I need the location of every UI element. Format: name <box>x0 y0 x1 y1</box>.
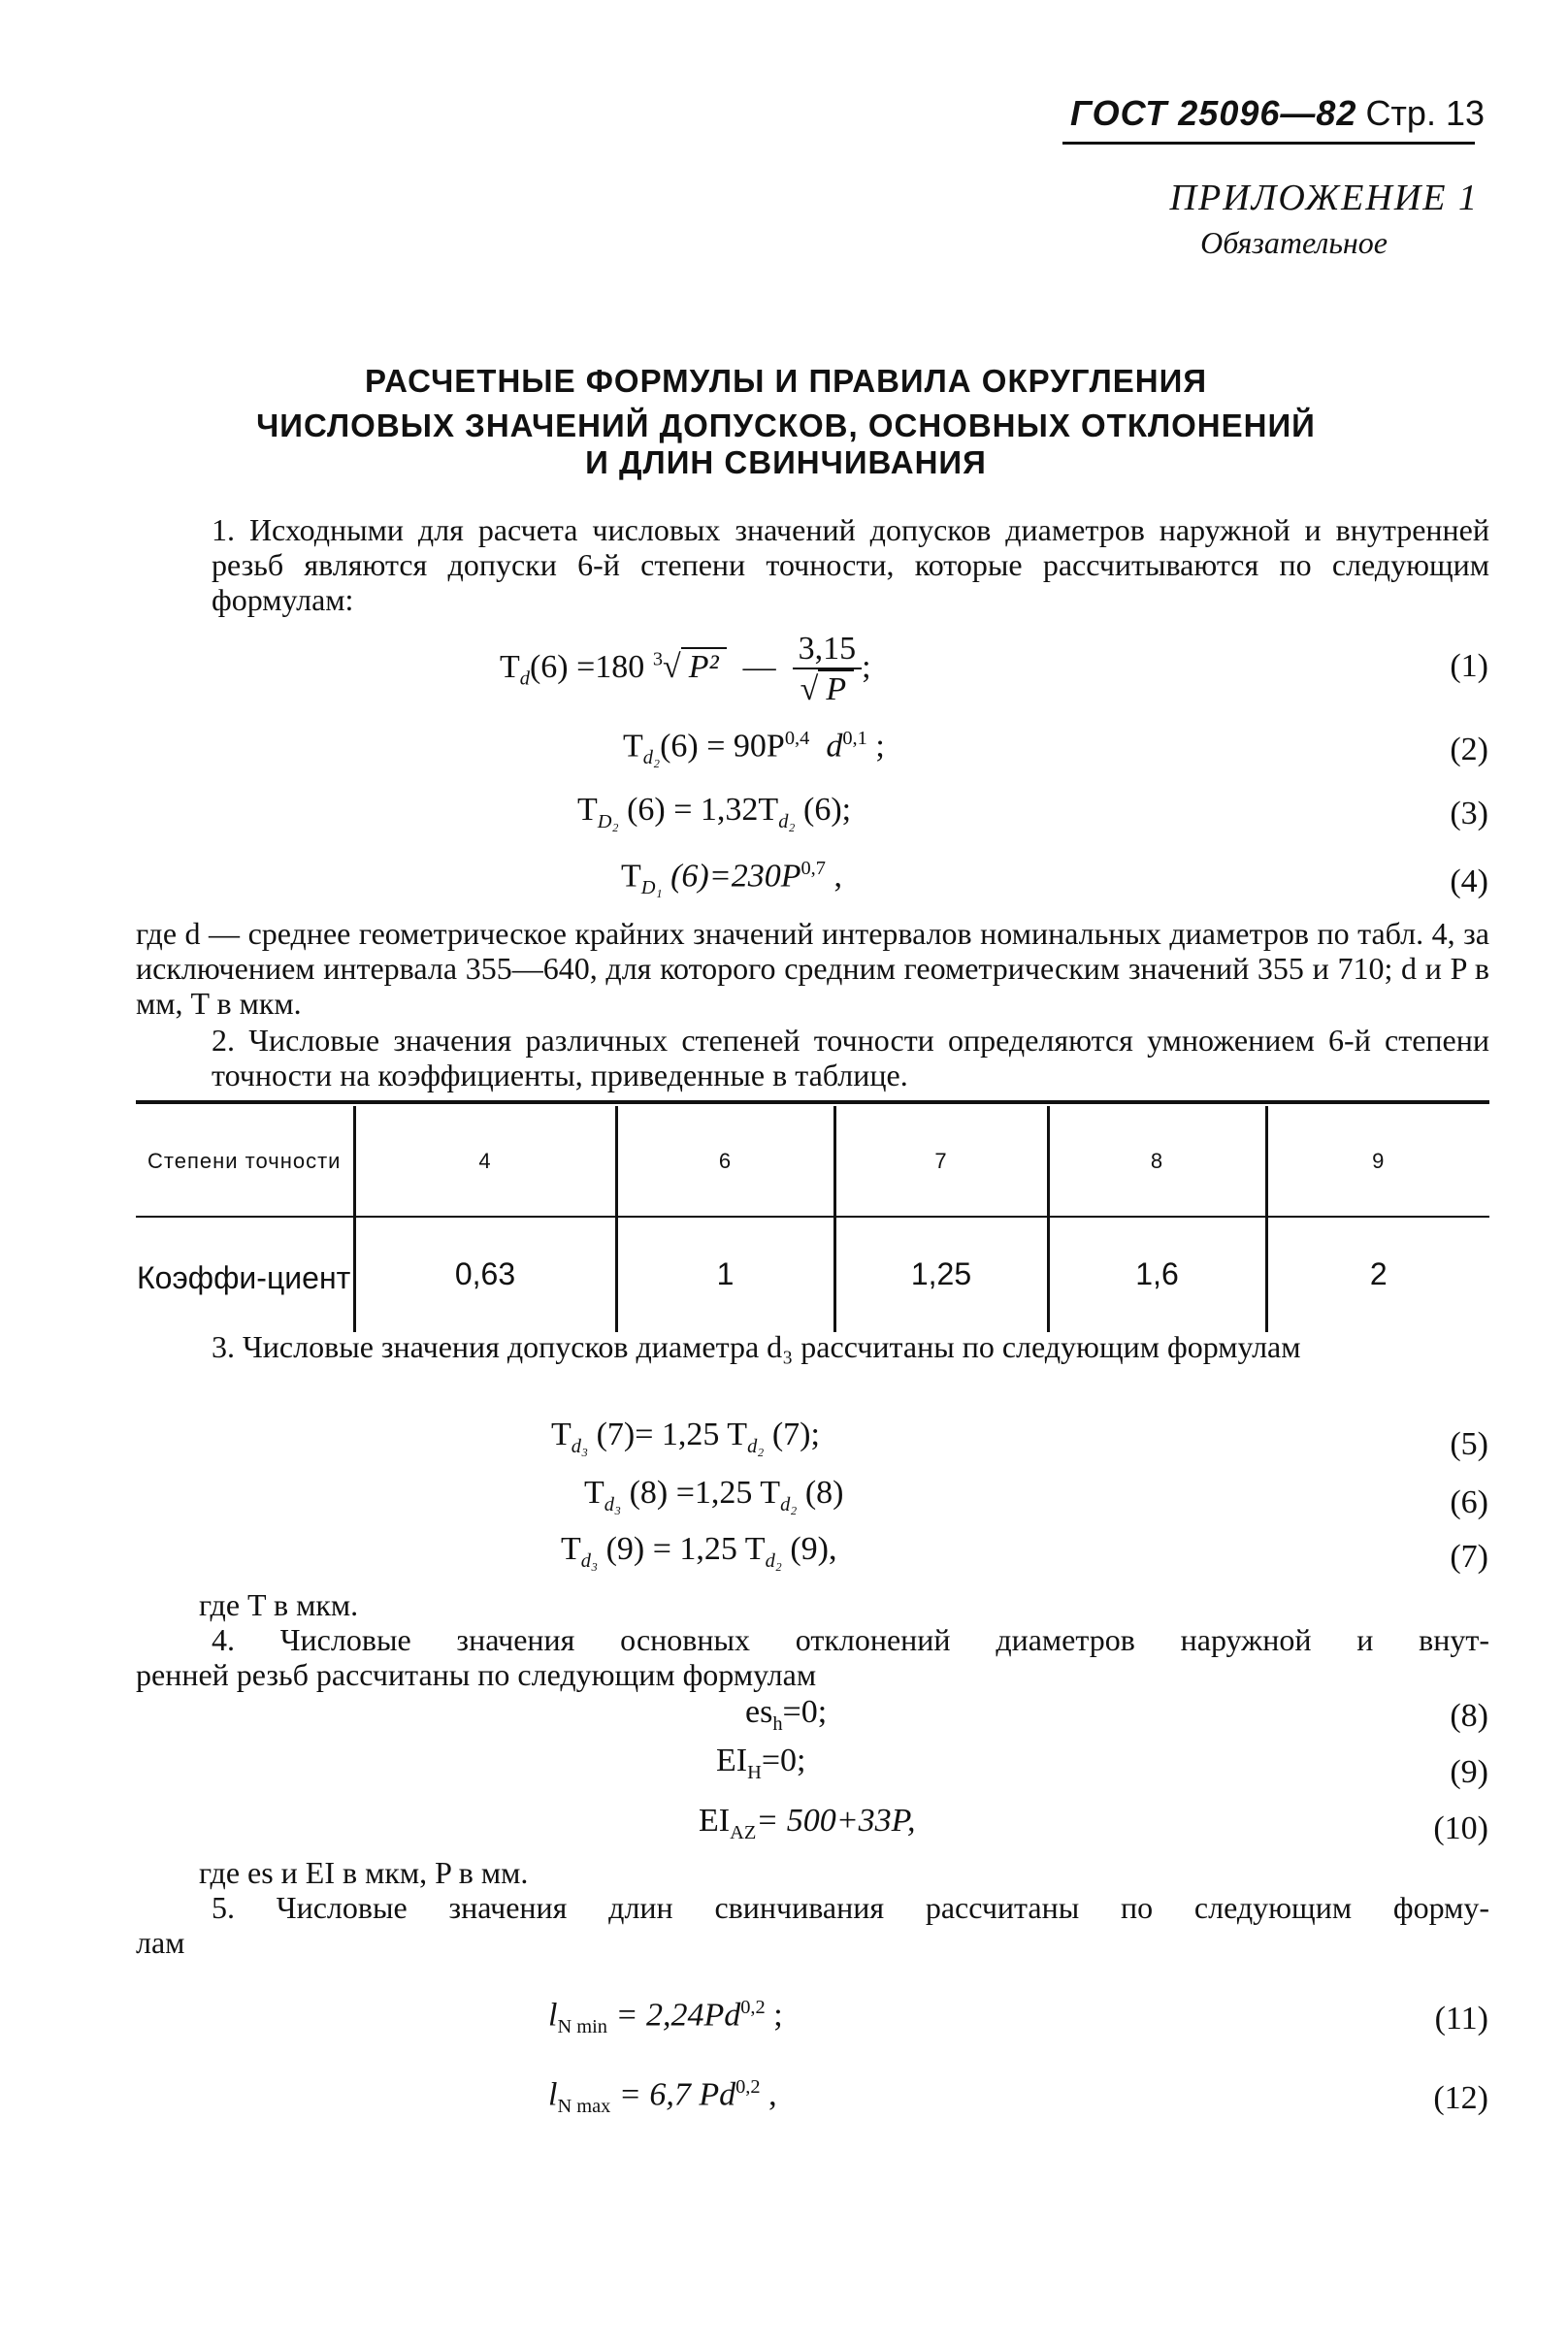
table-header-row <box>136 1106 1489 1217</box>
formula-10: $EI_{AZ}= 500+33P$, <box>699 1803 916 1843</box>
formula-4-number: (4) <box>1450 863 1488 899</box>
table-top-rule <box>136 1100 1489 1104</box>
formula-7: $T_{d_3}$ (9) = 1,25 $T_{d_2}$ (9), <box>561 1531 837 1572</box>
title-line-3: И ДЛИН СВИНЧИВАНИЯ <box>585 444 987 480</box>
formula-7-number: (7) <box>1450 1539 1488 1575</box>
formula-10-number: (10) <box>1433 1810 1488 1846</box>
appendix-note: Обязательное <box>1200 225 1388 260</box>
paragraph-5-line-2: лам <box>136 1925 185 1960</box>
paragraph-where-3: где es и EI в мкм, P в мм. <box>199 1855 529 1890</box>
formula-8-number: (8) <box>1450 1698 1488 1734</box>
paragraph-4-line-1: 4. Числовые значения основных отклонений диаметров наружной и внут- <box>212 1622 1489 1657</box>
formula-2-number: (2) <box>1450 732 1488 767</box>
formula-12-number: (12) <box>1433 2080 1488 2116</box>
standard-number: ГОСТ 25096—82 <box>1070 93 1357 133</box>
formula-11-number: (11) <box>1434 2001 1488 2036</box>
coefficient-cell: 2 <box>1266 1217 1489 1332</box>
grade-cell: 6 <box>616 1106 834 1217</box>
table-values-row <box>136 1217 1489 1332</box>
formula-5-number: (5) <box>1450 1426 1488 1462</box>
formula-3: $T_{D_2}$ $(6) = 1,32T_{d_2}$ (6); <box>577 792 852 832</box>
table-row-label: Коэффи-циент <box>137 1260 351 1295</box>
appendix-title: ПРИЛОЖЕНИЕ 1 <box>1169 178 1479 218</box>
grade-cell: 7 <box>834 1106 1048 1217</box>
coefficient-cell: 0,63 <box>354 1217 616 1332</box>
formula-9: $EI_H=0$; <box>716 1743 806 1783</box>
formula-5: $T_{d_3}$ (7)= 1,25 $T_{d_2}$ (7); <box>551 1417 820 1457</box>
coefficient-cell: 1 <box>616 1217 834 1332</box>
grade-cell: 4 <box>354 1106 616 1217</box>
formula-4: $T_{D_1}$ $(6)=230P^{0,7}$ , <box>621 858 842 899</box>
grade-cell: 8 <box>1048 1106 1266 1217</box>
formula-12: $l_{N max} = 6,7$ Pd$^{0,2}$ , <box>548 2076 777 2118</box>
formula-6: $T_{d_3}$ (8) =1,25 $T_{d_2}$ (8) <box>584 1475 844 1515</box>
title-line-1: РАСЧЕТНЫЕ ФОРМУЛЫ И ПРАВИЛА ОКРУГЛЕНИЯ <box>364 363 1208 399</box>
formula-9-number: (9) <box>1450 1754 1488 1790</box>
formula-8: $es_h=0$; <box>745 1694 828 1735</box>
paragraph-where-1: где d — среднее геометрическое крайних значений интервалов номинальных диаметров по табл. 4, за исключением интервала 355—640, для которого средним геометрическим значений 355 и 710; d и P в мм, T в мкм. <box>136 916 1489 1021</box>
paragraph-where-2: где T в мкм. <box>199 1587 359 1622</box>
paragraph-2: 2. Числовые значения различных степеней точности определяются умножением 6-й степени точности на коэффициенты, приведенные в таблице. <box>212 1023 1489 1092</box>
page-number: Стр. 13 <box>1365 93 1485 133</box>
paragraph-3: 3. Числовые значения допусков диаметра d₃ рассчитаны по следующим формулам <box>212 1329 1301 1364</box>
paragraph-4-line-2: ренней резьб рассчитаны по следующим формулам <box>136 1657 817 1692</box>
formula-1: $T_d(6) =180$ $^3$√ P² — $\frac{3,15}{√ P}$ ; <box>500 631 871 707</box>
formula-11: $l_{N min} = 2,24Pd^{0,2}$ ; <box>548 1997 783 2038</box>
table-row-header-label: Степени точности <box>147 1149 342 1173</box>
coefficient-cell: 1,25 <box>834 1217 1048 1332</box>
formula-1-number: (1) <box>1450 648 1488 684</box>
page-header <box>1070 93 1485 134</box>
formula-6-number: (6) <box>1450 1484 1488 1520</box>
paragraph-1: 1. Исходными для расчета числовых значений допусков диаметров наружной и внутренней резьб являются допуски 6-й степени точности, которые рассчитываются по следующим формулам: <box>212 512 1489 617</box>
paragraph-5-line-1: 5. Числовые значения длин свинчивания рассчитаны по следующим форму- <box>212 1890 1489 1925</box>
header-rule <box>1062 142 1475 145</box>
coefficient-table <box>136 1106 1489 1332</box>
grade-cell: 9 <box>1266 1106 1489 1217</box>
formula-2: $T_{d_2}(6) = 90P^{0,4}$ $d^{0,1}$ ; <box>623 728 885 769</box>
coefficient-cell: 1,6 <box>1048 1217 1266 1332</box>
title-line-2: ЧИСЛОВЫХ ЗНАЧЕНИЙ ДОПУСКОВ, ОСНОВНЫХ ОТКЛОНЕНИЙ <box>256 407 1316 443</box>
formula-3-number: (3) <box>1450 796 1488 831</box>
